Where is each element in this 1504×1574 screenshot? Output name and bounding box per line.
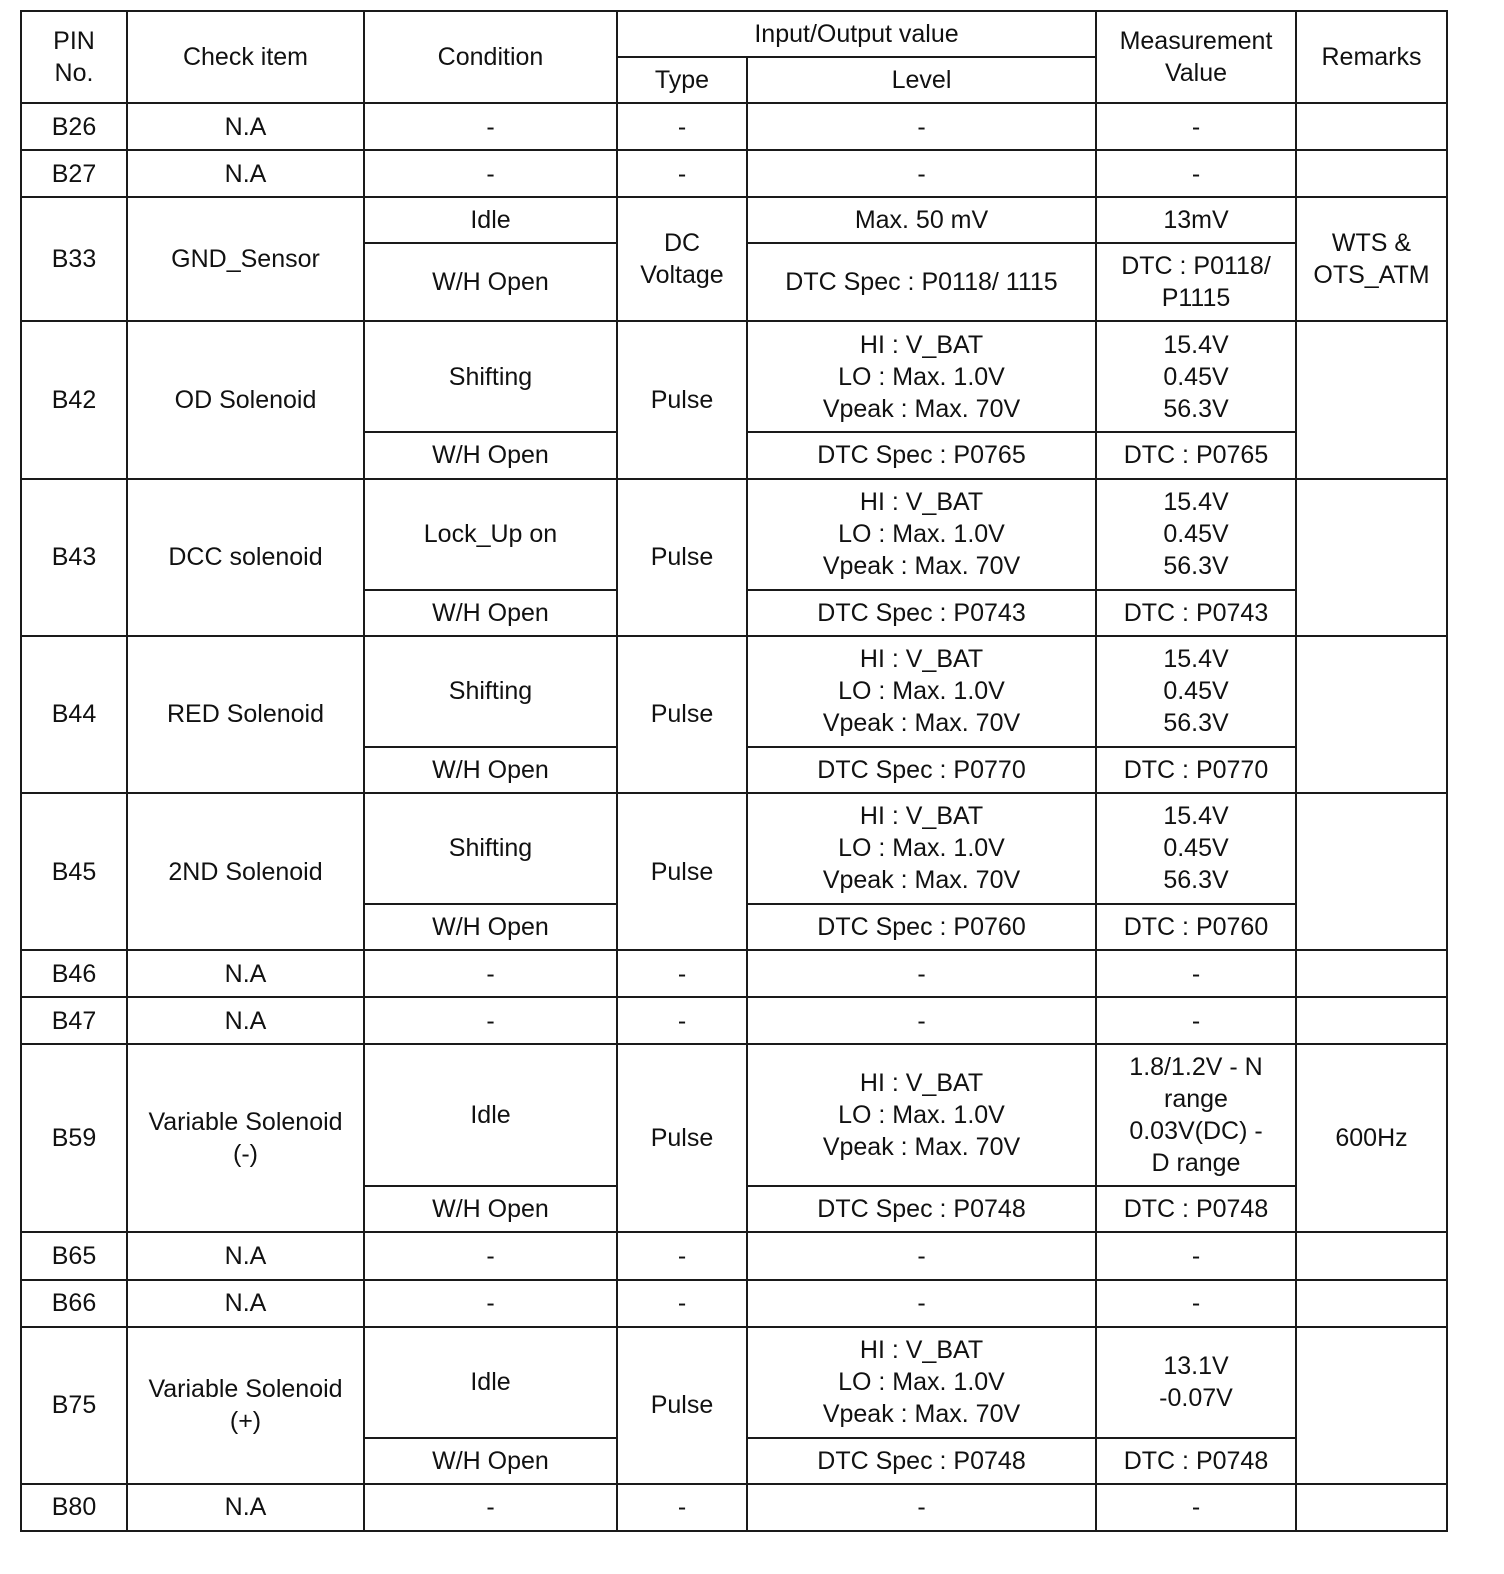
level-cell-line: - <box>917 112 926 141</box>
pin-cell: B75 <box>21 1327 127 1484</box>
measurement-cell-line: - <box>1191 1289 1201 1318</box>
check-item-cell-line: (-) <box>233 1140 258 1169</box>
header-condition: Condition <box>364 11 617 103</box>
table-row <box>21 1484 1447 1531</box>
level-cell <box>747 904 1096 950</box>
type-cell-line: - <box>677 112 687 141</box>
level-cell-line: HI : V_BAT <box>859 1336 984 1365</box>
level-cell <box>747 997 1096 1044</box>
type-cell-line: Pulse <box>650 700 714 729</box>
type-cell <box>617 636 747 793</box>
header-measurement-line1: Measurement <box>1119 27 1273 55</box>
check-item-cell <box>127 1044 364 1232</box>
measurement-cell <box>1096 1484 1296 1531</box>
measurement-cell-line: - <box>1191 112 1201 141</box>
measurement-cell <box>1096 950 1296 997</box>
type-cell <box>617 950 747 997</box>
level-cell-line: - <box>917 1006 926 1035</box>
check-item-cell-line: N.A <box>224 112 267 141</box>
condition-cell-line: Idle <box>470 206 511 235</box>
table-row <box>21 103 1447 150</box>
level-cell <box>747 150 1096 197</box>
type-cell <box>617 997 747 1044</box>
condition-cell-line: - <box>486 112 495 141</box>
measurement-cell-line: 0.45V <box>1163 520 1229 549</box>
remarks-cell <box>1296 1327 1447 1484</box>
measurement-cell <box>1096 904 1296 950</box>
measurement-cell <box>1096 1327 1296 1438</box>
measurement-cell <box>1096 747 1296 793</box>
level-cell <box>747 243 1096 321</box>
condition-cell-line: W/H Open <box>432 268 549 297</box>
check-item-cell <box>127 1232 364 1279</box>
check-item-cell <box>127 103 364 150</box>
type-cell <box>617 1327 747 1484</box>
level-cell-line: - <box>917 1289 926 1318</box>
header-pin-no-line2: No. <box>54 59 94 87</box>
measurement-cell-line: 15.4V <box>1163 488 1229 517</box>
measurement-cell-line: 13mV <box>1163 206 1229 235</box>
level-cell-line: HI : V_BAT <box>859 488 984 517</box>
level-cell-line: DTC Spec : P0748 <box>817 1446 1026 1475</box>
type-cell-line: Pulse <box>650 385 714 414</box>
measurement-cell-line: 15.4V <box>1163 330 1229 359</box>
measurement-cell <box>1096 1044 1296 1186</box>
level-cell <box>747 1044 1096 1186</box>
level-cell-line: HI : V_BAT <box>859 645 984 674</box>
measurement-cell-line: 56.3V <box>1163 709 1229 738</box>
pin-cell: B59 <box>21 1044 127 1232</box>
check-item-cell <box>127 793 364 950</box>
pin-cell: B42 <box>21 321 127 478</box>
measurement-cell-line: -0.07V <box>1159 1384 1233 1413</box>
measurement-cell-line: 15.4V <box>1163 802 1229 831</box>
measurement-cell-line: DTC : P0743 <box>1123 598 1269 627</box>
measurement-cell-line: DTC : P0748 <box>1123 1195 1269 1224</box>
condition-cell <box>364 243 617 321</box>
condition-cell <box>364 997 617 1044</box>
condition-cell <box>364 432 617 478</box>
measurement-cell-line: DTC : P0118/ <box>1121 252 1271 281</box>
condition-cell <box>364 479 617 590</box>
pin-cell: B46 <box>21 950 127 997</box>
type-cell <box>617 197 747 321</box>
pin-cell: B27 <box>21 150 127 197</box>
condition-cell <box>364 103 617 150</box>
remarks-cell <box>1296 636 1447 793</box>
measurement-cell-line: 56.3V <box>1163 552 1229 581</box>
level-cell <box>747 1232 1096 1279</box>
measurement-cell-line: D range <box>1151 1149 1241 1178</box>
check-item-cell <box>127 1327 364 1484</box>
type-cell-line: - <box>677 1242 687 1271</box>
remarks-cell <box>1296 1232 1447 1279</box>
measurement-cell <box>1096 197 1296 243</box>
table-row <box>21 150 1447 197</box>
type-cell-line: Pulse <box>650 1124 714 1153</box>
type-cell-line: Pulse <box>650 857 714 886</box>
measurement-cell-line: DTC : P0760 <box>1123 913 1269 942</box>
condition-cell-line: W/H Open <box>432 1195 549 1224</box>
check-item-cell <box>127 950 364 997</box>
condition-cell <box>364 793 617 904</box>
table-row <box>21 1044 1447 1186</box>
measurement-cell-line: 0.03V(DC) - <box>1129 1117 1263 1146</box>
level-cell-line: Vpeak : Max. 70V <box>822 552 1021 581</box>
measurement-cell-line: 0.45V <box>1163 677 1229 706</box>
level-cell-line: LO : Max. 1.0V <box>838 677 1005 706</box>
type-cell-line: - <box>677 959 687 988</box>
condition-cell-line: Idle <box>470 1368 511 1397</box>
level-cell-line: DTC Spec : P0748 <box>817 1195 1026 1224</box>
level-cell <box>747 950 1096 997</box>
type-cell <box>617 150 747 197</box>
condition-cell <box>364 197 617 243</box>
measurement-cell-line: 0.45V <box>1163 362 1229 391</box>
condition-cell-line: Idle <box>470 1101 511 1130</box>
condition-cell <box>364 321 617 432</box>
condition-cell <box>364 590 617 636</box>
pin-cell: B43 <box>21 479 127 636</box>
check-item-cell-line: Variable Solenoid <box>148 1375 343 1404</box>
remarks-cell <box>1296 1044 1447 1232</box>
measurement-cell-line: 56.3V <box>1163 394 1229 423</box>
type-cell-line: Pulse <box>650 1391 714 1420</box>
measurement-cell-line: DTC : P0770 <box>1123 755 1269 784</box>
level-cell-line: DTC Spec : P0118/ 1115 <box>785 268 1058 297</box>
check-item-cell-line: N.A <box>224 159 267 188</box>
type-cell <box>617 1044 747 1232</box>
pin-cell: B65 <box>21 1232 127 1279</box>
header-type: Type <box>617 57 747 103</box>
check-item-cell-line: Variable Solenoid <box>148 1108 343 1137</box>
remarks-cell <box>1296 103 1447 150</box>
remarks-cell <box>1296 321 1447 478</box>
table-row <box>21 321 1447 432</box>
measurement-cell-line: 13.1V <box>1163 1352 1229 1381</box>
level-cell <box>747 1280 1096 1327</box>
level-cell <box>747 747 1096 793</box>
check-item-cell-line: GND_Sensor <box>171 245 320 274</box>
measurement-cell-line: range <box>1164 1085 1228 1114</box>
table-body <box>21 103 1447 1531</box>
condition-cell <box>364 747 617 793</box>
level-cell-line: - <box>917 159 926 188</box>
check-item-cell-line: N.A <box>224 1006 267 1035</box>
type-cell <box>617 793 747 950</box>
check-item-cell-line: OD Solenoid <box>174 385 317 414</box>
level-cell-line: DTC Spec : P0765 <box>817 441 1026 470</box>
pin-cell: B80 <box>21 1484 127 1531</box>
table-row <box>21 636 1447 747</box>
condition-cell-line: - <box>486 159 495 188</box>
condition-cell-line: Lock_Up on <box>423 520 558 549</box>
measurement-cell <box>1096 997 1296 1044</box>
header-check-item: Check item <box>127 11 364 103</box>
condition-cell-line: W/H Open <box>432 598 549 627</box>
table-row <box>21 950 1447 997</box>
level-cell-line: Vpeak : Max. 70V <box>822 866 1021 895</box>
check-item-cell <box>127 997 364 1044</box>
level-cell-line: HI : V_BAT <box>859 802 984 831</box>
condition-cell-line: - <box>486 959 495 988</box>
check-item-cell-line: N.A <box>224 1493 267 1522</box>
condition-cell-line: Shifting <box>448 362 533 391</box>
type-cell <box>617 103 747 150</box>
condition-cell-line: Shifting <box>448 834 533 863</box>
header-level: Level <box>747 57 1096 103</box>
level-cell <box>747 1186 1096 1232</box>
pin-cell: B47 <box>21 997 127 1044</box>
condition-cell <box>364 636 617 747</box>
check-item-cell <box>127 321 364 478</box>
table-row <box>21 479 1447 590</box>
remarks-cell-line: WTS & <box>1331 229 1412 258</box>
measurement-cell-line: - <box>1191 1493 1201 1522</box>
condition-cell-line: W/H Open <box>432 755 549 784</box>
level-cell-line: Vpeak : Max. 70V <box>822 394 1021 423</box>
measurement-cell <box>1096 243 1296 321</box>
pin-cell: B66 <box>21 1280 127 1327</box>
condition-cell <box>364 1327 617 1438</box>
check-item-cell <box>127 150 364 197</box>
measurement-cell-line: P1115 <box>1161 284 1231 313</box>
table-header <box>21 11 1447 103</box>
measurement-cell-line: 56.3V <box>1163 866 1229 895</box>
type-cell <box>617 1484 747 1531</box>
condition-cell <box>364 950 617 997</box>
measurement-cell <box>1096 1232 1296 1279</box>
level-cell <box>747 1327 1096 1438</box>
check-item-cell-line: N.A <box>224 1242 267 1271</box>
condition-cell-line: - <box>486 1289 495 1318</box>
condition-cell <box>364 1280 617 1327</box>
level-cell <box>747 103 1096 150</box>
condition-cell-line: - <box>486 1006 495 1035</box>
condition-cell <box>364 1232 617 1279</box>
pin-cell: B45 <box>21 793 127 950</box>
level-cell-line: LO : Max. 1.0V <box>838 1368 1005 1397</box>
remarks-cell <box>1296 1280 1447 1327</box>
level-cell-line: - <box>917 1493 926 1522</box>
level-cell <box>747 1484 1096 1531</box>
check-item-cell-line: N.A <box>224 959 267 988</box>
check-item-cell-line: RED Solenoid <box>166 700 325 729</box>
measurement-cell-line: DTC : P0748 <box>1123 1446 1269 1475</box>
check-item-cell <box>127 197 364 321</box>
level-cell <box>747 321 1096 432</box>
type-cell-line: - <box>677 1006 687 1035</box>
measurement-cell-line: 0.45V <box>1163 834 1229 863</box>
check-item-cell <box>127 1484 364 1531</box>
measurement-cell <box>1096 432 1296 478</box>
level-cell <box>747 590 1096 636</box>
condition-cell-line: W/H Open <box>432 441 549 470</box>
type-cell-line: Pulse <box>650 543 714 572</box>
header-remarks: Remarks <box>1296 11 1447 103</box>
remarks-cell <box>1296 197 1447 321</box>
condition-cell-line: - <box>486 1242 495 1271</box>
level-cell-line: LO : Max. 1.0V <box>838 362 1005 391</box>
level-cell-line: HI : V_BAT <box>859 1069 984 1098</box>
measurement-cell <box>1096 1280 1296 1327</box>
measurement-cell <box>1096 103 1296 150</box>
measurement-cell-line: - <box>1191 1242 1201 1271</box>
pin-check-table <box>20 10 1448 1532</box>
type-cell-line: - <box>677 1493 687 1522</box>
remarks-cell-line: OTS_ATM <box>1313 261 1430 290</box>
level-cell-line: - <box>917 959 926 988</box>
type-cell-line: DC <box>663 229 701 258</box>
level-cell-line: LO : Max. 1.0V <box>838 834 1005 863</box>
condition-cell-line: W/H Open <box>432 1446 549 1475</box>
remarks-cell <box>1296 1484 1447 1531</box>
type-cell-line: Voltage <box>640 261 724 290</box>
check-item-cell <box>127 479 364 636</box>
condition-cell-line: W/H Open <box>432 913 549 942</box>
header-pin-no <box>21 11 127 103</box>
measurement-cell-line: - <box>1191 1006 1201 1035</box>
level-cell-line: DTC Spec : P0760 <box>817 913 1026 942</box>
type-cell-line: - <box>677 159 687 188</box>
remarks-cell <box>1296 150 1447 197</box>
level-cell-line: DTC Spec : P0770 <box>817 755 1026 784</box>
check-item-cell-line: 2ND Solenoid <box>168 857 323 886</box>
type-cell <box>617 321 747 478</box>
condition-cell <box>364 1484 617 1531</box>
measurement-cell <box>1096 1186 1296 1232</box>
measurement-cell-line: - <box>1191 159 1201 188</box>
level-cell-line: Vpeak : Max. 70V <box>822 1133 1021 1162</box>
pin-cell: B33 <box>21 197 127 321</box>
condition-cell <box>364 904 617 950</box>
header-pin-no-line1: PIN <box>53 27 95 55</box>
level-cell <box>747 636 1096 747</box>
measurement-cell-line: 1.8/1.2V - N <box>1129 1053 1263 1082</box>
type-cell-line: - <box>677 1289 687 1318</box>
pin-cell: B44 <box>21 636 127 793</box>
condition-cell-line: - <box>486 1493 495 1522</box>
type-cell <box>617 479 747 636</box>
header-io-value: Input/Output value <box>617 11 1096 57</box>
level-cell-line: Max. 50 mV <box>854 206 989 235</box>
table-row <box>21 997 1447 1044</box>
level-cell <box>747 432 1096 478</box>
remarks-cell <box>1296 793 1447 950</box>
measurement-cell-line: DTC : P0765 <box>1123 441 1269 470</box>
level-cell-line: Vpeak : Max. 70V <box>822 1400 1021 1429</box>
level-cell <box>747 793 1096 904</box>
pin-cell: B26 <box>21 103 127 150</box>
condition-cell <box>364 1186 617 1232</box>
measurement-cell <box>1096 1438 1296 1484</box>
level-cell <box>747 197 1096 243</box>
table-row <box>21 793 1447 904</box>
table-row <box>21 197 1447 243</box>
condition-cell-line: Shifting <box>448 677 533 706</box>
table-row <box>21 1280 1447 1327</box>
level-cell-line: DTC Spec : P0743 <box>817 598 1026 627</box>
measurement-cell <box>1096 636 1296 747</box>
level-cell-line: HI : V_BAT <box>859 330 984 359</box>
condition-cell <box>364 1044 617 1186</box>
type-cell <box>617 1280 747 1327</box>
remarks-cell <box>1296 997 1447 1044</box>
check-item-cell <box>127 1280 364 1327</box>
condition-cell <box>364 1438 617 1484</box>
condition-cell <box>364 150 617 197</box>
measurement-cell <box>1096 793 1296 904</box>
check-item-cell-line: DCC solenoid <box>168 543 323 572</box>
level-cell-line: LO : Max. 1.0V <box>838 1101 1005 1130</box>
header-measurement-line2: Value <box>1164 59 1228 87</box>
check-item-cell-line: N.A <box>224 1289 267 1318</box>
header-measurement <box>1096 11 1296 103</box>
check-item-cell-line: (+) <box>229 1407 262 1436</box>
measurement-cell-line: 15.4V <box>1163 645 1229 674</box>
measurement-cell <box>1096 150 1296 197</box>
remarks-cell <box>1296 950 1447 997</box>
level-cell <box>747 479 1096 590</box>
measurement-cell-line: - <box>1191 959 1201 988</box>
table-row <box>21 1327 1447 1438</box>
check-item-cell <box>127 636 364 793</box>
level-cell-line: LO : Max. 1.0V <box>838 520 1005 549</box>
measurement-cell <box>1096 321 1296 432</box>
remarks-cell-line: 600Hz <box>1335 1124 1408 1153</box>
measurement-cell <box>1096 590 1296 636</box>
level-cell-line: Vpeak : Max. 70V <box>822 709 1021 738</box>
remarks-cell <box>1296 479 1447 636</box>
table-row <box>21 1232 1447 1279</box>
measurement-cell <box>1096 479 1296 590</box>
type-cell <box>617 1232 747 1279</box>
level-cell <box>747 1438 1096 1484</box>
level-cell-line: - <box>917 1242 926 1271</box>
